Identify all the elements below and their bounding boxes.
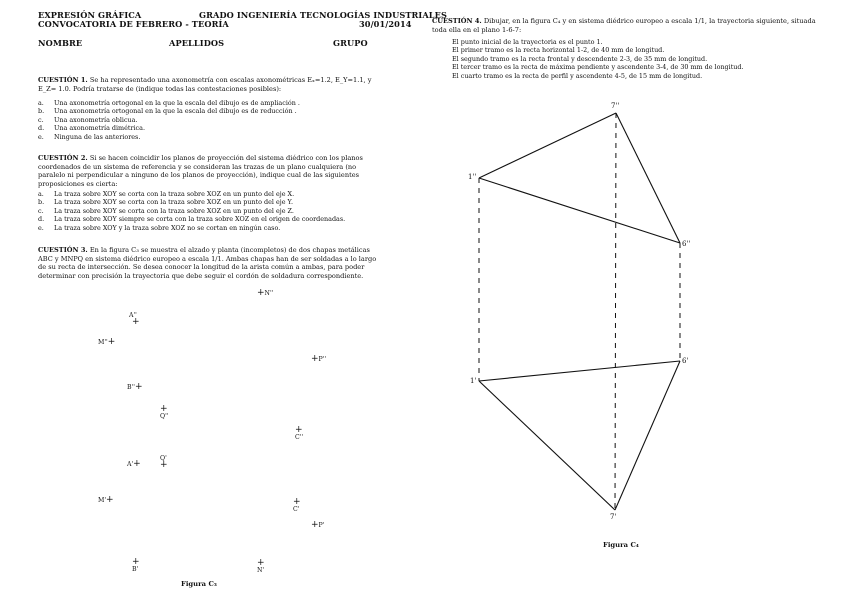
option[interactable]: a. La traza sobre XOY se corta con la traza sobre XOZ en un punto del eje X. bbox=[38, 190, 295, 198]
point-c-elevation: + C'' bbox=[295, 425, 304, 441]
option[interactable]: a. Una axonometría ortogonal en la que la escala del dibujo es de ampliación . bbox=[38, 99, 300, 107]
point-a-plan: A'+ bbox=[127, 459, 141, 469]
point-n-plan: + N' bbox=[257, 558, 265, 574]
label-1-elevation: 1'' bbox=[468, 173, 477, 181]
question-3-title: CUESTIÓN 3. bbox=[38, 246, 88, 254]
question-1-title: CUESTIÓN 1. bbox=[38, 76, 88, 84]
exam-date: 30/01/2014 bbox=[359, 19, 412, 29]
point-b-elevation: B''+ bbox=[127, 382, 143, 392]
point-m-plan: M'+ bbox=[98, 495, 114, 505]
question-1-text: Se ha representado una axonometría con escalas axonométricas Eₓ=1.2, E_Y=1.1, y E_Z= 1.0. Podría tratarse de (indique todas las contestaciones posibles): bbox=[38, 76, 372, 93]
point-p-plan: +P' bbox=[311, 520, 325, 530]
option[interactable]: e. La traza sobre XOY y la traza sobre XOZ no se cortan en ningún caso. bbox=[38, 223, 281, 232]
edge-1-7-elevation bbox=[479, 113, 616, 178]
label-7-elevation: 7'' bbox=[611, 102, 620, 110]
option[interactable]: d. La traza sobre XOY siempre se corta con la traza sobre XOZ en el origen de coordenadas. bbox=[38, 215, 346, 224]
question-4-text: Dibujar, en la figura C₄ y en sistema diédrico europeo a escala 1/1, la trayectoria siguiente, situada toda ella en el plano 1-6-7: bbox=[432, 17, 816, 34]
degree-title: GRADO INGENIERÍA TECNOLOGÍAS INDUSTRIALES bbox=[199, 10, 448, 20]
label-6-plan: 6' bbox=[682, 357, 689, 365]
surname-label: APELLIDOS bbox=[169, 38, 225, 48]
option[interactable]: b. Una axonometría ortogonal en la que la escala del dibujo es de reducción . bbox=[38, 107, 297, 116]
figure-c3-caption: Figura C₃ bbox=[181, 580, 217, 588]
figure-c4-caption: Figura C₄ bbox=[603, 541, 639, 549]
option[interactable]: c. Una axonometría oblicua. bbox=[38, 115, 138, 124]
question-3-text: En la figura C₃ se muestra el alzado y planta (incompletos) de dos chapas metálicas ABC y MNPQ en sistema diédrico europeo a escala 1/1. Ambas chapas han de ser soldadas a lo largo de su recta de intersección. Se desea conocer la longitud de la arista común a ambas, para poder determinar con precisión la trayectoria que debe seguir el cordón de soldadura correspondiente. bbox=[38, 246, 377, 280]
question-2-text: Si se hacen coincidir los planos de proyección del sistema diédrico con los planos coordenados de un sistema de referencia y se consideran las trazas de un plano cualquiera (no paralelo ni perpendicular a ninguno de los planos de proyección), indique cual de las siguientes proposiciones es cierta: bbox=[38, 154, 363, 188]
edge-6-7-plan bbox=[615, 361, 680, 510]
option[interactable]: c. La traza sobre XOY se corta con la traza sobre XOZ en un punto del eje Z. bbox=[38, 206, 294, 215]
question-2-title: CUESTIÓN 2. bbox=[38, 154, 88, 162]
exam-title: CONVOCATORIA DE FEBRERO - TEORÍA bbox=[38, 19, 229, 29]
list-item: El punto inicial de la trayectoria es el punto 1. bbox=[452, 38, 603, 46]
point-c-plan: + C' bbox=[293, 497, 301, 513]
list-item: El primer tramo es la recta horizontal 1-2, de 40 mm de longitud. bbox=[452, 46, 665, 55]
option[interactable]: b. La traza sobre XOY se corta con la traza sobre XOZ en un punto del eje Y. bbox=[38, 198, 293, 207]
reference-line-7 bbox=[615, 113, 616, 510]
label-6-elevation: 6'' bbox=[682, 240, 691, 248]
edge-1-7-plan bbox=[479, 381, 615, 510]
question-4-title: CUESTIÓN 4. bbox=[432, 17, 482, 25]
option[interactable]: d. Una axonometría dimétrica. bbox=[38, 124, 145, 133]
point-b-plan: + B' bbox=[132, 557, 140, 573]
list-item: El cuarto tramo es la recta de perfil y ascendente 4-5, de 15 mm de longitud. bbox=[452, 71, 703, 80]
list-item: El tercer tramo es la recta de máxima pendiente y ascendente 3-4, de 30 mm de longitud. bbox=[452, 63, 744, 72]
group-label: GRUPO bbox=[333, 38, 368, 48]
point-q-plan: Q' + bbox=[160, 455, 168, 470]
point-m-elevation: M''+ bbox=[98, 337, 116, 347]
point-a-elevation: A'' + bbox=[129, 312, 140, 327]
point-p-elevation: +P'' bbox=[311, 354, 327, 364]
point-n-elevation: +N'' bbox=[257, 288, 274, 298]
label-1-plan: 1' bbox=[470, 377, 477, 385]
edge-1-6-plan bbox=[479, 361, 680, 381]
edge-1-6-elevation bbox=[479, 178, 680, 243]
point-q-elevation: + Q'' bbox=[160, 404, 169, 420]
list-item: El segundo tramo es la recta frontal y descendente 2-3, de 35 mm de longitud. bbox=[452, 54, 708, 63]
edge-7-6-elevation bbox=[616, 113, 680, 243]
option[interactable]: e. Ninguna de las anteriores. bbox=[38, 132, 141, 141]
name-label: NOMBRE bbox=[38, 38, 83, 48]
label-7-plan: 7' bbox=[610, 513, 617, 521]
subject-title: EXPRESIÓN GRÁFICA bbox=[38, 10, 142, 20]
